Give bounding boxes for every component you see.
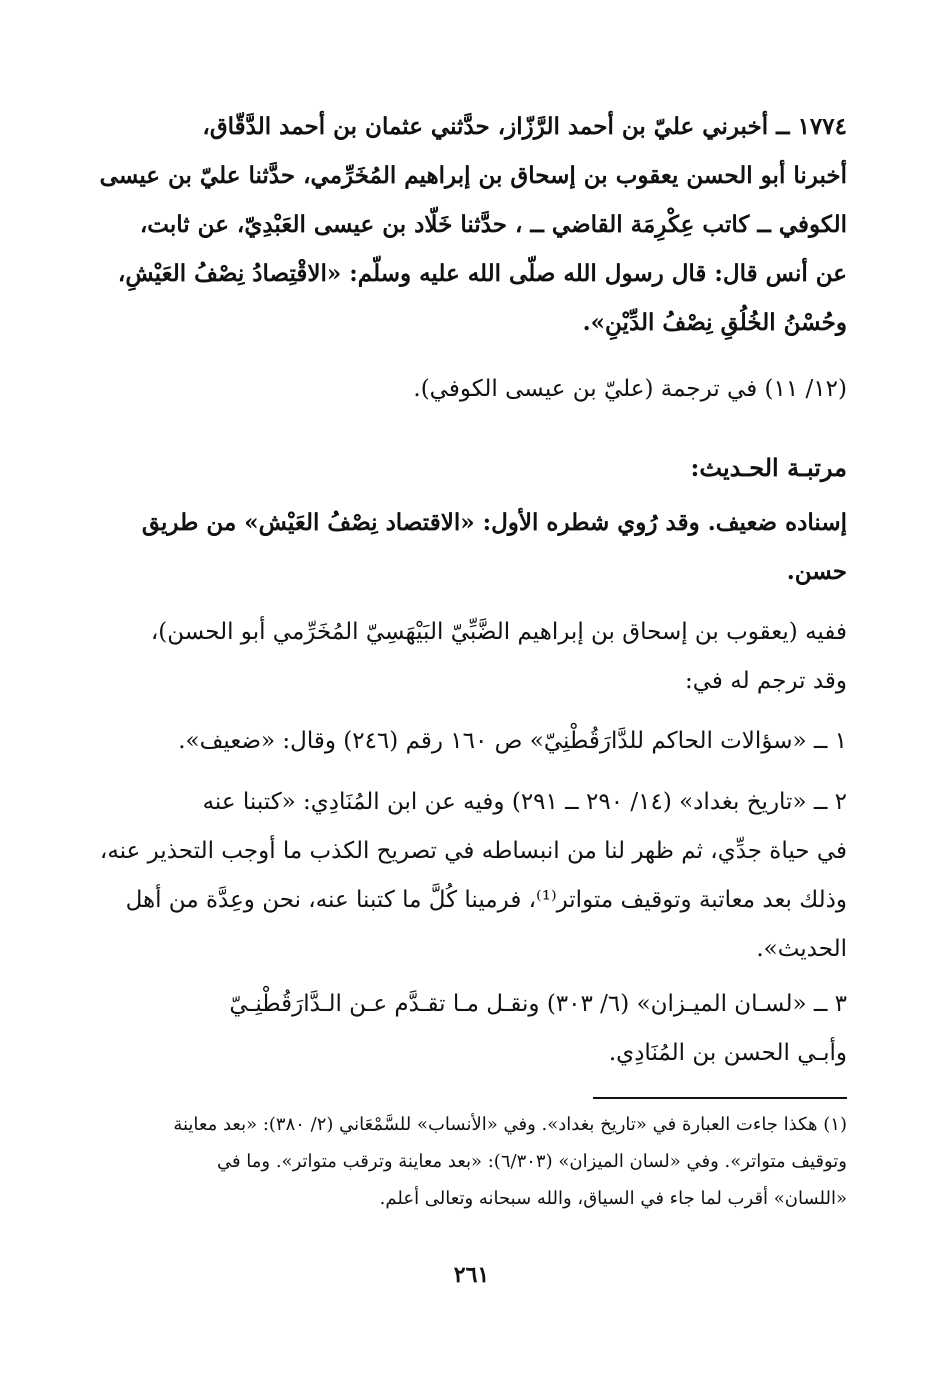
source-item-1 [95, 717, 847, 766]
source2-line: في حياة جدِّي، ثم ظهر لنا من انبساطه في تصريح الكذب ما أوجب التحذير عنه، [99, 838, 847, 864]
source3-line: وأبـي الحسن بن المُنَادِي. [608, 1040, 847, 1066]
grade-line: حسن. [786, 558, 847, 585]
footnote-divider [593, 1097, 847, 1099]
narrator-line: ففيه (يعقوب بن إسحاق بن إبراهيم الضَّبِّيّ البَيْهَسِيّ المُخَرِّمي أبو الحسن)، [150, 619, 847, 645]
grade-paragraph [95, 498, 847, 596]
reference-line: (١٢/ ١١) في ترجمة (عليّ بن عيسى الكوفي). [413, 376, 847, 402]
footnote [95, 1106, 847, 1217]
narrator-paragraph [95, 608, 847, 706]
hadith-line: الكوفي ــ كاتب عِكْرِمَة القاضي ــ ، حدَّثنا خَلّاد بن عيسى العَبْدِيّ، عن ثابت، [139, 211, 847, 238]
source3-line: ٣ ــ «لسـان الميـزان» (٦/ ٣٠٣) ونقـل مـا تقـدَّم عـن الـدَّارَقُطْنِـيّ [229, 991, 847, 1017]
hadith-text [95, 102, 847, 347]
footnote-line: (١) هكذا جاءت العبارة في «تاريخ بغداد». وفي «الأنساب» للسَّمْعَاني (٢/ ٣٨٠): «بعد معاينة [173, 1114, 847, 1135]
hadith-line: ١٧٧٤ ــ أخبرني عليّ بن أحمد الرَّزّاز، حدَّثني عثمان بن أحمد الدَّقّاق، [202, 113, 847, 140]
footnote-line: «اللسان» أقرب لما جاء في السياق، والله سبحانه وتعالى أعلم. [379, 1188, 847, 1209]
source-reference [95, 365, 847, 414]
narrator-line: وقد ترجم له في: [685, 668, 847, 694]
hadith-line: عن أنس قال: قال رسول الله صلّى الله عليه وسلّم: «الاقْتِصادُ نِصْفُ العَيْشِ، [117, 260, 847, 287]
hadith-line: وحُسْنُ الخُلُقِ نِصْفُ الدِّيْنِ». [582, 309, 847, 336]
source2-line: الحديث». [756, 936, 847, 962]
hadith-line: أخبرنا أبو الحسن يعقوب بن إسحاق بن إبراهيم المُخَرِّمي، حدَّثنا عليّ بن عيسى [99, 162, 847, 189]
section-heading: مرتبـة الحـديث: [690, 453, 847, 482]
source-item-2 [95, 778, 847, 974]
source1-line: ١ ــ «سؤالات الحاكم للدَّارَقُطْنِيّ» ص ١٦٠ رقم (٢٤٦) وقال: «ضعيف». [178, 728, 847, 754]
page-number: ٢٦١ [453, 1262, 490, 1288]
source-item-3 [95, 980, 847, 1078]
footnote-line: وتوقيف متواتر». وفي «لسان الميزان» (٦/٣٠٣): «بعد معاينة وترقب متواتر». وما في [216, 1151, 847, 1172]
source2-line: ٢ ــ «تاريخ بغداد» (١٤/ ٢٩٠ ــ ٢٩١) وفيه عن ابن المُنَادِي: «كتبنا عنه [202, 789, 847, 815]
grade-line: إسناده ضعيف. وقد رُوي شطره الأول: «الاقتصاد نِصْفُ العَيْش» من طريق [141, 509, 847, 536]
source2-line: وذلك بعد معاتبة وتوقيف متواتر⁽¹⁾، فرمينا كُلَّ ما كتبنا عنه، نحن وعِدَّة من أهل [125, 887, 847, 913]
